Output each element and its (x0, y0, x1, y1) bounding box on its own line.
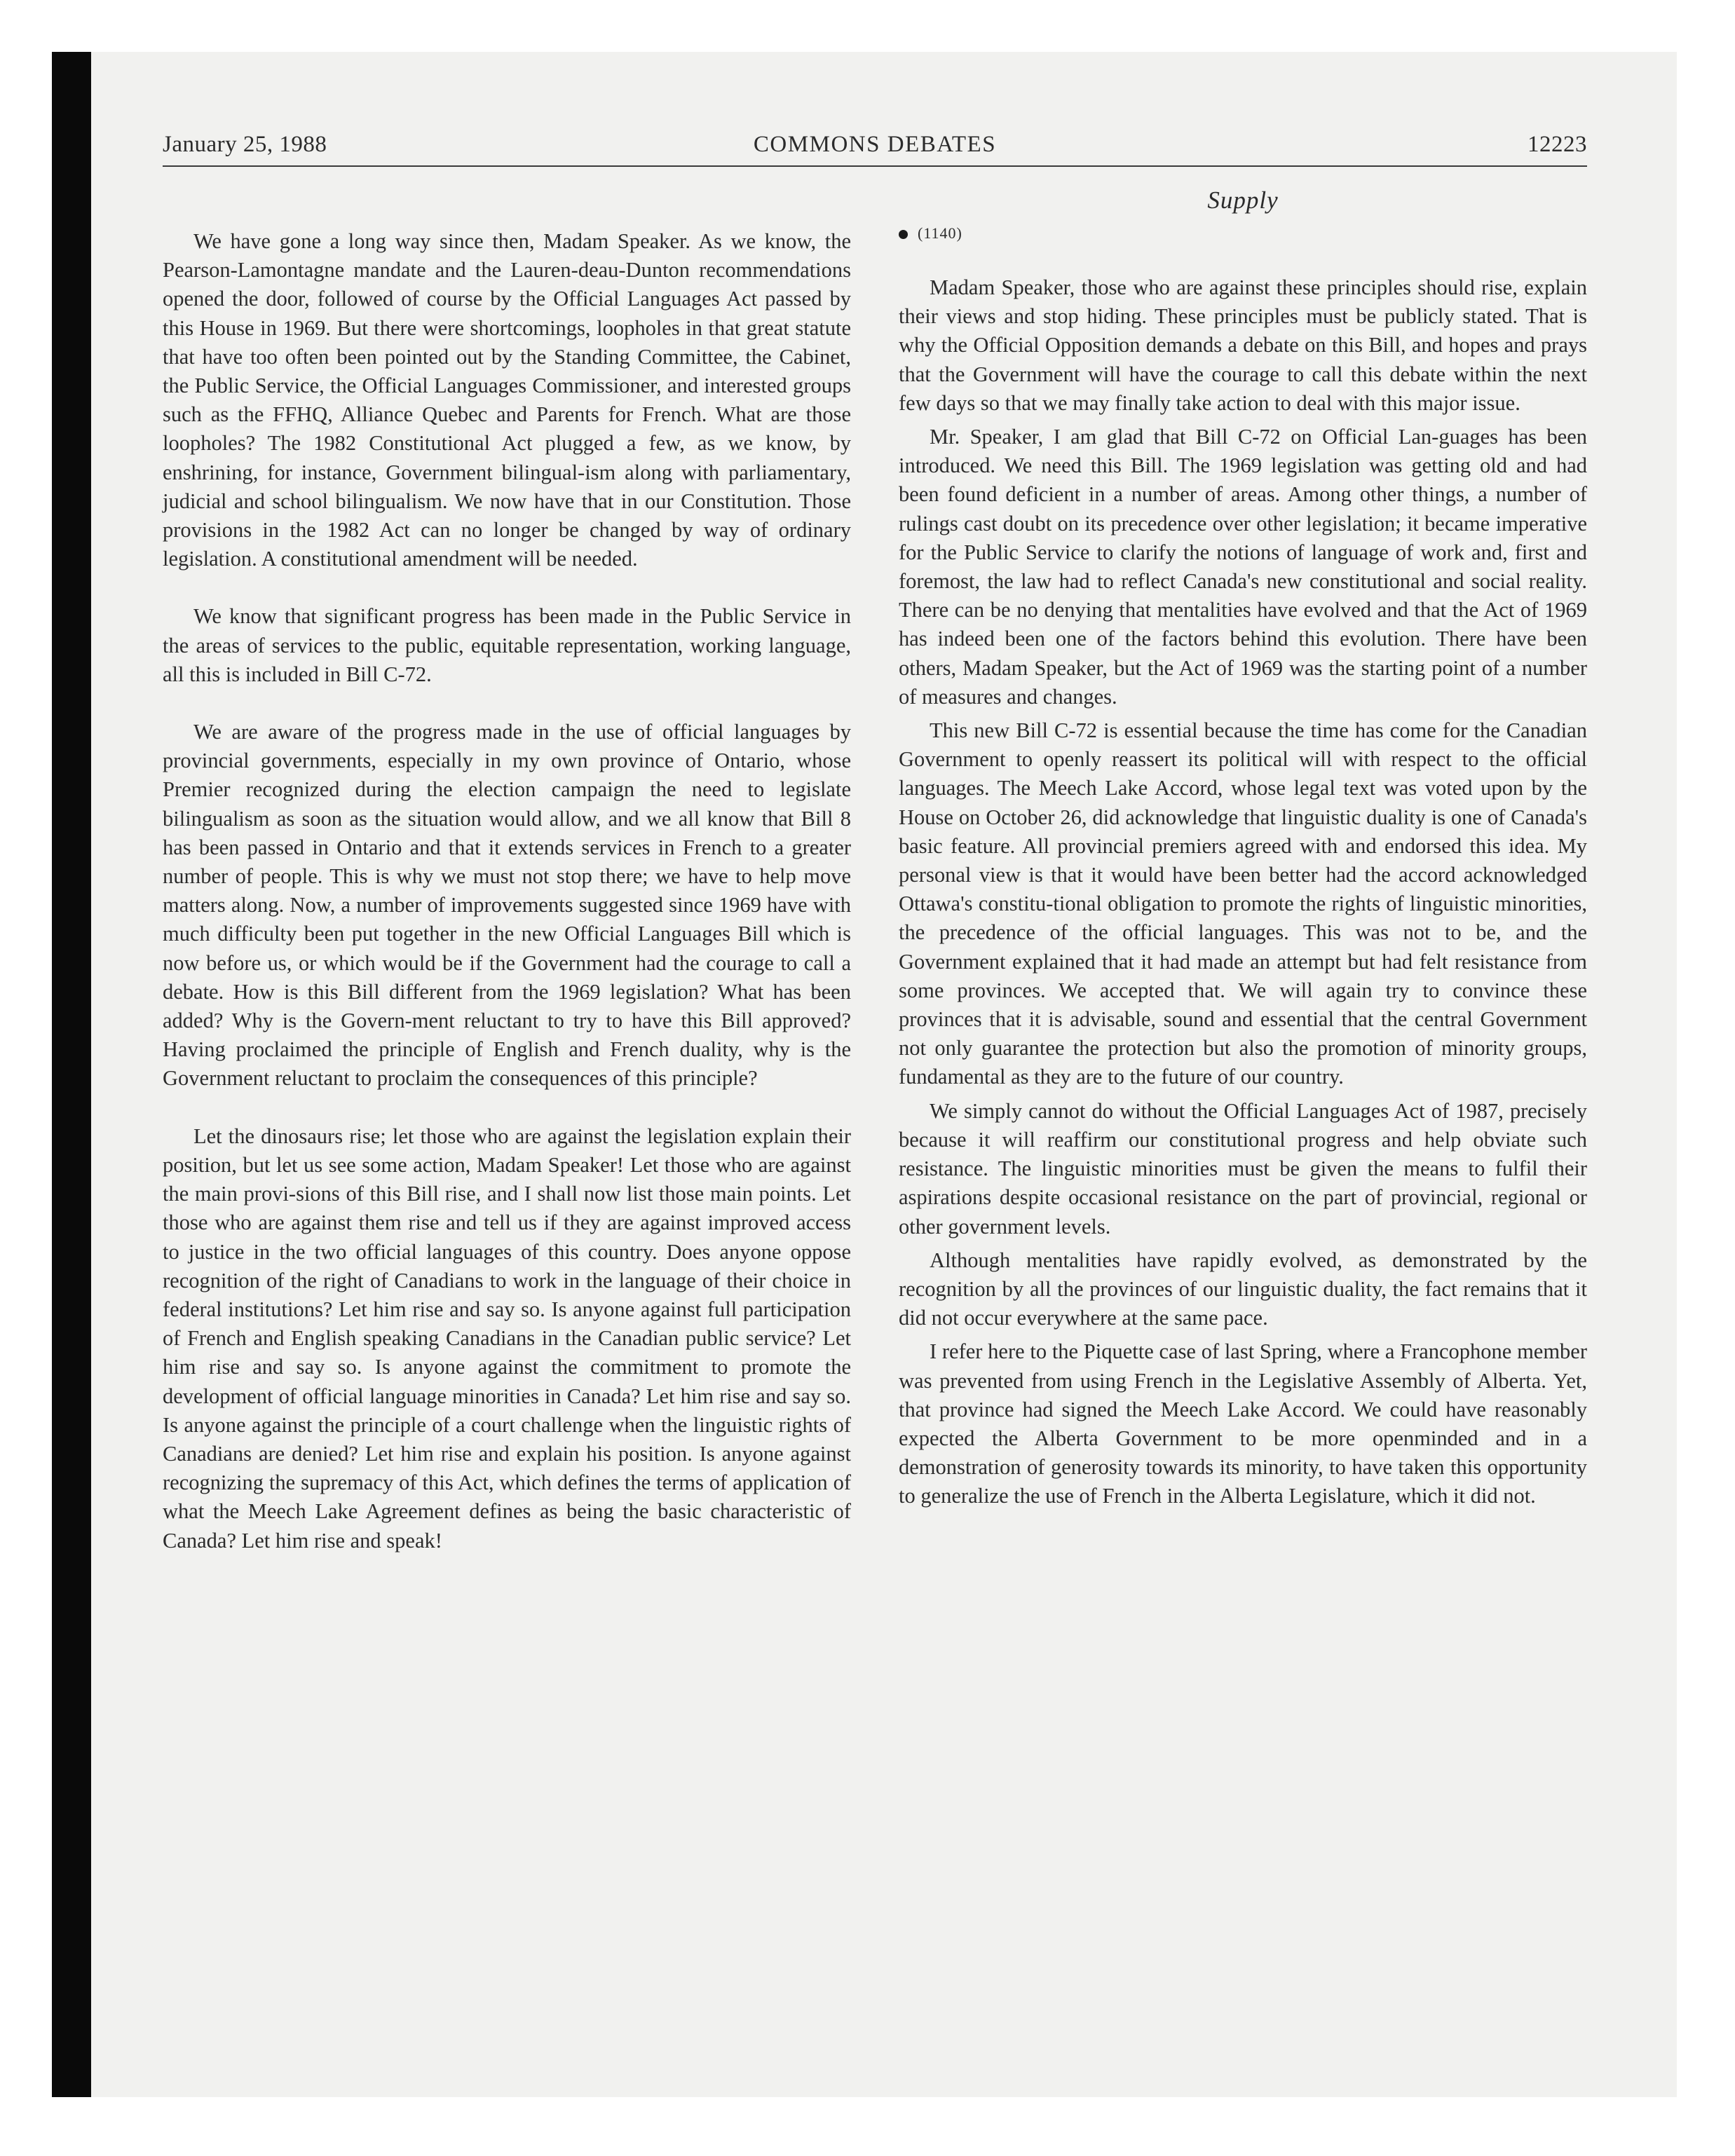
paragraph: We simply cannot do without the Official Languages Act of 1987, precisely because it will reaffirm our constitutional progress and help obviate such resistance. The linguistic minorities must be given the means to fulfil their aspirations despite occasional resistance on the part of provincial, regional or other government levels. (899, 1098, 1587, 1239)
paragraph: I refer here to the Piquette case of last Spring, where a Francophone member was prevented from using French in the Legislative Assembly of Alberta. Yet, that province had signed the Meech Lake Accord. We could have reasonably expected the Alberta Government to be more openminded and in a demonstration of generosity towards its minority, to have taken this opportunity to generalize the use of French in the Alberta Legislature, which it did not. (899, 1339, 1587, 1508)
binding-edge (52, 52, 91, 2097)
right-column (899, 223, 1587, 1516)
header-date: January 25, 1988 (163, 132, 327, 157)
left-column (163, 227, 851, 1584)
paragraph: We are aware of the progress made in the use of official languages by provincial governments, especially in my own province of Ontario, whose Premier recognized during the election campaign the need to legislate bilingualism as soon as the situation would allow, and we all know that Bill 8 has been passed in Ontario and that it extends services in French to a greater number of people. This is why we must not stop there; we have to help move matters along. Now, a number of improvements suggested since 1969 have with much difficulty been put together in the new Official Languages Bill which is now before us, or which would be if the Government had the courage to call a debate. How is this Bill different from the 1969 legislation? What has been added? Why is the Govern-ment reluctant to try to have this Bill approved? Having proclaimed the principle of English and French duality, why is the Government reluctant to proclaim the consequences of this principle? (163, 720, 851, 1091)
page-header (163, 132, 1587, 167)
paragraph: Although mentalities have rapidly evolved, as demonstrated by the recognition by all the provinces of our linguistic duality, the fact remains that it did not occur everywhere at the same pace. (899, 1248, 1587, 1330)
paragraph: We know that significant progress has been made in the Public Service in the areas of services to the public, equitable representation, working language, all this is included in Bill C-72. (163, 604, 851, 686)
time-marker (899, 223, 1587, 244)
header-title: COMMONS DEBATES (753, 132, 997, 157)
time-marker-text: (1140) (918, 224, 962, 242)
header-rule (163, 165, 1587, 167)
paragraph: Mr. Speaker, I am glad that Bill C-72 on Official Lan-guages has been introduced. We need this Bill. The 1969 legislation was getting old and had been found deficient in a number of areas. Among other things, a number of rulings cast doubt on its precedence over other legislation; it became imperative for the Public Service to clarify the notions of language of work and, first and foremost, the law had to reflect Canada's new constitutional and social reality. There can be no denying that mentalities have evolved and that the Act of 1969 has indeed been one of the factors behind this evolution. There have been others, Madam Speaker, but the Act of 1969 was the starting point of a number of measures and changes. (899, 425, 1587, 709)
header-page-number: 12223 (1528, 132, 1587, 157)
paragraph: This new Bill C-72 is essential because the time has come for the Canadian Government to openly reassert its political will with respect to the official languages. The Meech Lake Accord, whose legal text was voted upon by the House on October 26, did acknowledge that linguistic duality is one of Canada's basic feature. All provincial premiers agreed with and endorsed this idea. My personal view is that it would have been better had the accord acknowledged Ottawa's constitu-tional obligation to promote the rights of linguistic minorities, the precedence of the official languages. This was not to be, and the Government explained that it had made an attempt but had felt resistance from some provinces. We accepted that. We will again try to convince these provinces that it is advisable, sound and essential that the central Government not only guarantee the protection but also the promotion of minority groups, fundamental as they are to the future of our country. (899, 718, 1587, 1089)
bullet-dot-icon (899, 230, 908, 239)
paragraph: Let the dinosaurs rise; let those who are against the legislation explain their position, but let us see some action, Madam Speaker! Let those who are against the main provi-sions of this Bill rise, and I shall now list those main points. Let those who are against them rise and tell us if they are against improved access to justice in the two official languages of this country. Does anyone oppose recognition of the right of Canadians to work in the language of their choice in federal institutions? Let him rise and say so. Is anyone against full participation of French and English speaking Canadians in the Canadian public service? Let him rise and say so. Is anyone against the commitment to promote the development of official language minorities in Canada? Let him rise and say so. Is anyone against the principle of a court challenge when the linguistic rights of Canadians are denied? Let him rise and explain his position. Is anyone against recognizing the supremacy of this Act, which defines the terms of application of what the Meech Lake Agreement defines as being the basic characteristic of Canada? Let him rise and speak! (163, 1124, 851, 1553)
paragraph: Madam Speaker, those who are against these principles should rise, explain their views and stop hiding. These principles must be publicly stated. That is why the Official Opposition demands a debate on this Bill, and hopes and prays that the Government will have the courage to call this debate within the next few days so that we may finally take action to deal with this major issue. (899, 275, 1587, 415)
paragraph: We have gone a long way since then, Madam Speaker. As we know, the Pearson-Lamontagne mandate and the Lauren-deau-Dunton recommendations opened the door, followed of course by the Official Languages Act passed by this House in 1969. But there were shortcomings, loopholes in that great statute that have too often been pointed out by the Standing Committee, the Cabinet, the Public Service, the Official Languages Commissioner, and interested groups such as the FFHQ, Alliance Quebec and Parents for French. What are those loopholes? The 1982 Constitutional Act plugged a few, as we know, by enshrining, for instance, Government bilingual-ism along with parliamentary, judicial and school bilingualism. We now have that in our Constitution. Those provisions in the 1982 Act can no longer be changed by way of ordinary legislation. A constitutional amendment will be needed. (163, 229, 851, 571)
running-head: Supply (1207, 186, 1279, 214)
